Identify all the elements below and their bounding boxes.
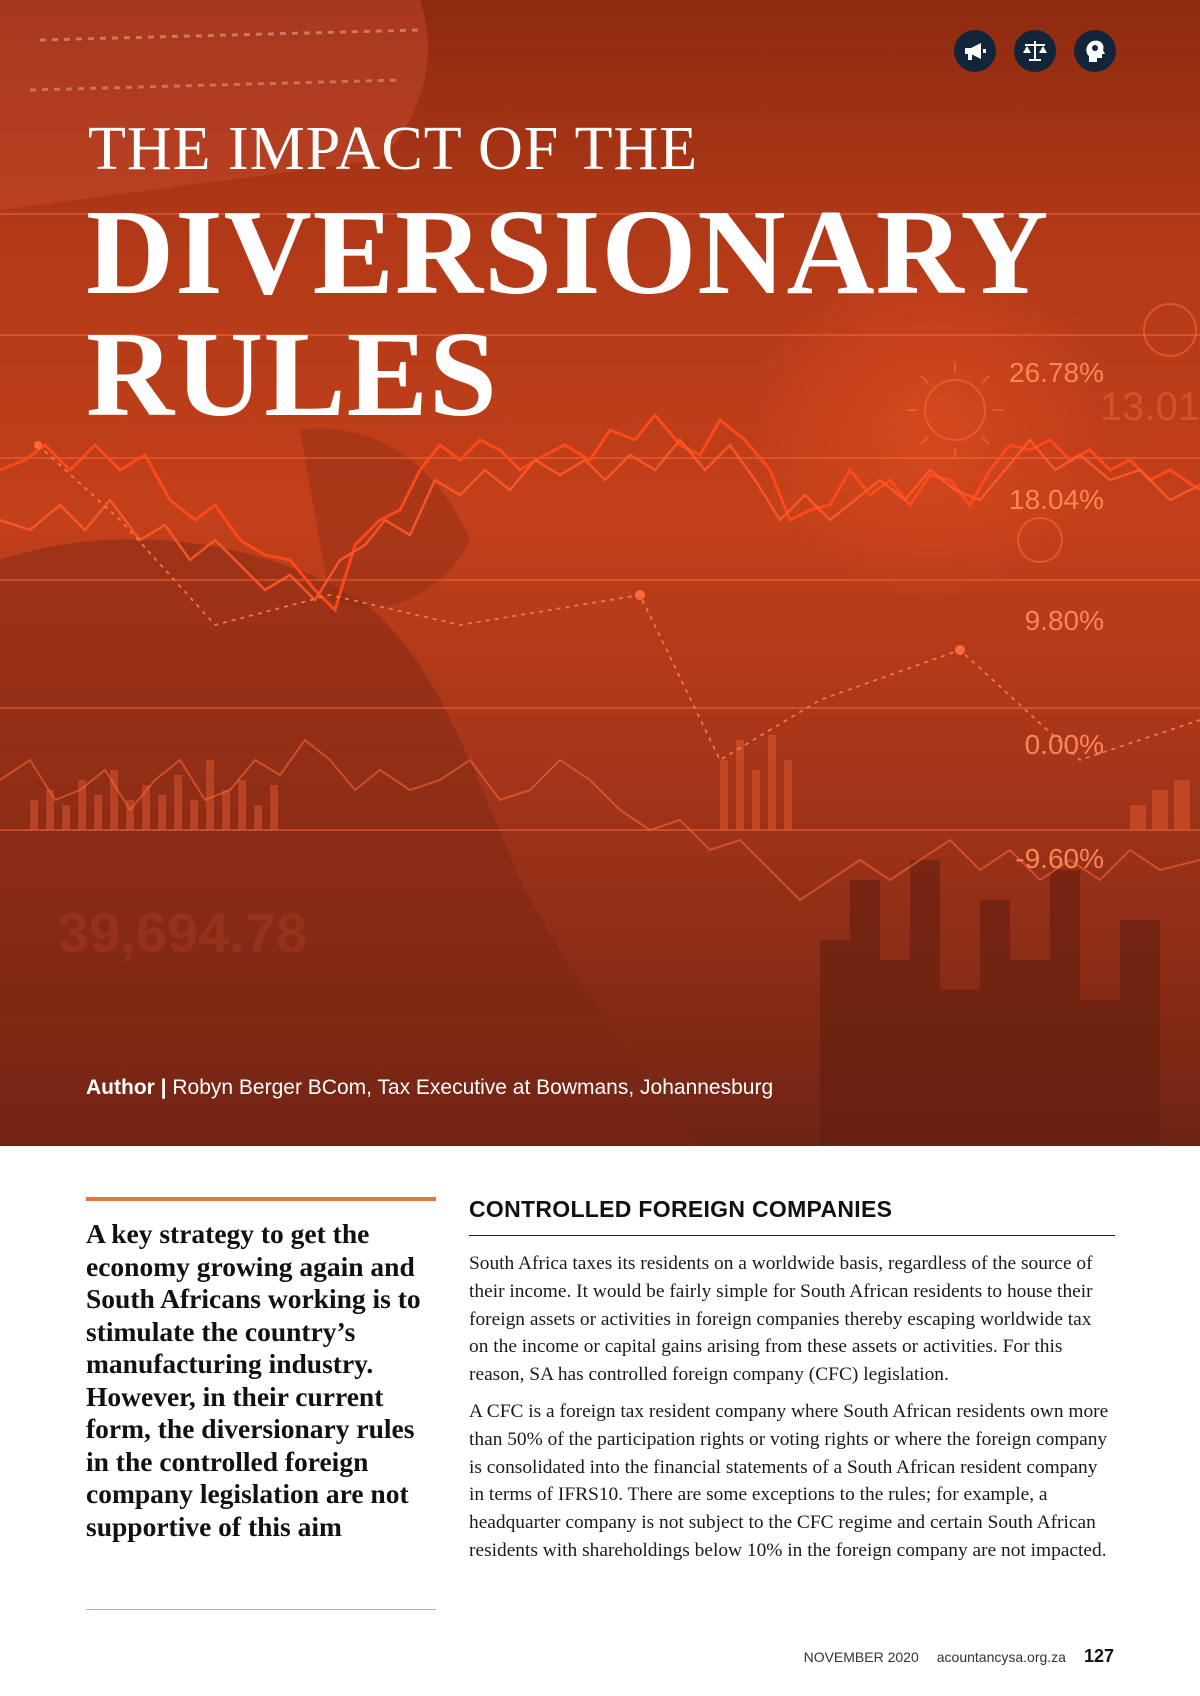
page-title: DIVERSIONARY	[86, 185, 1050, 320]
title-kicker: THE IMPACT OF THE	[88, 115, 699, 183]
ticker-partial: 13.01	[1099, 385, 1200, 429]
section-divider	[469, 1235, 1115, 1236]
category-icons	[954, 30, 1116, 72]
author-line	[86, 1076, 773, 1100]
body-paragraph: South Africa taxes its residents on a worldwide basis, regardless of the source of their income. It would be fairly simple for South African residents to house their foreign assets or activities in foreign companies thereby escaping worldwide tax on the income or capital gains arising from these assets or activities. For this reason, SA has controlled foreign company (CFC) legislation.	[469, 1253, 1093, 1386]
percentage-label: 18.04%	[1009, 484, 1104, 515]
body-paragraph: A CFC is a foreign tax resident company where South African residents own more than 50% of the participation rights or voting rights or where the foreign company is consolidated into the financial statements of a South African resident company in terms of IFRS10. There are some exceptions to the rules; for example, a headquarter company is not subject to the CFC regime and certain South African residents with shareholdings below 10% in the foreign company are not impacted.	[469, 1400, 1109, 1561]
scales-icon	[1014, 30, 1056, 72]
footer-date: NOVEMBER 2020	[803, 1649, 919, 1665]
pull-quote: A key strategy to get the economy growing again and South Africans working is to stimulate the country’s manufacturing industry. However, in their current form, the diversionary rules in the controlled foreign company legislation are not supportive of this aim	[86, 1218, 421, 1542]
percentage-label: 26.78%	[1009, 357, 1104, 388]
percentage-label: -9.60%	[1015, 843, 1104, 874]
percentage-label: 0.00%	[1024, 729, 1104, 760]
ticker-large: 39,694.78	[58, 901, 308, 964]
section-heading: CONTROLLED FOREIGN COMPANIES	[469, 1196, 893, 1222]
percentage-label: 9.80%	[1024, 605, 1104, 636]
head-icon	[1074, 30, 1116, 72]
author-text: Robyn Berger BCom, Tax Executive at Bowmans, Johannesburg	[172, 1076, 774, 1099]
page-footer	[804, 1646, 1114, 1667]
pull-quote-rule-bottom	[86, 1609, 436, 1610]
megaphone-icon	[954, 30, 996, 72]
author-label: Author |	[86, 1076, 167, 1099]
footer-site: acountancysa.org.za	[936, 1649, 1066, 1665]
pull-quote-rule-top	[86, 1197, 436, 1201]
page-number: 127	[1083, 1646, 1114, 1666]
article-column	[469, 1195, 1115, 1574]
page-title-continued: RULES	[86, 307, 498, 442]
